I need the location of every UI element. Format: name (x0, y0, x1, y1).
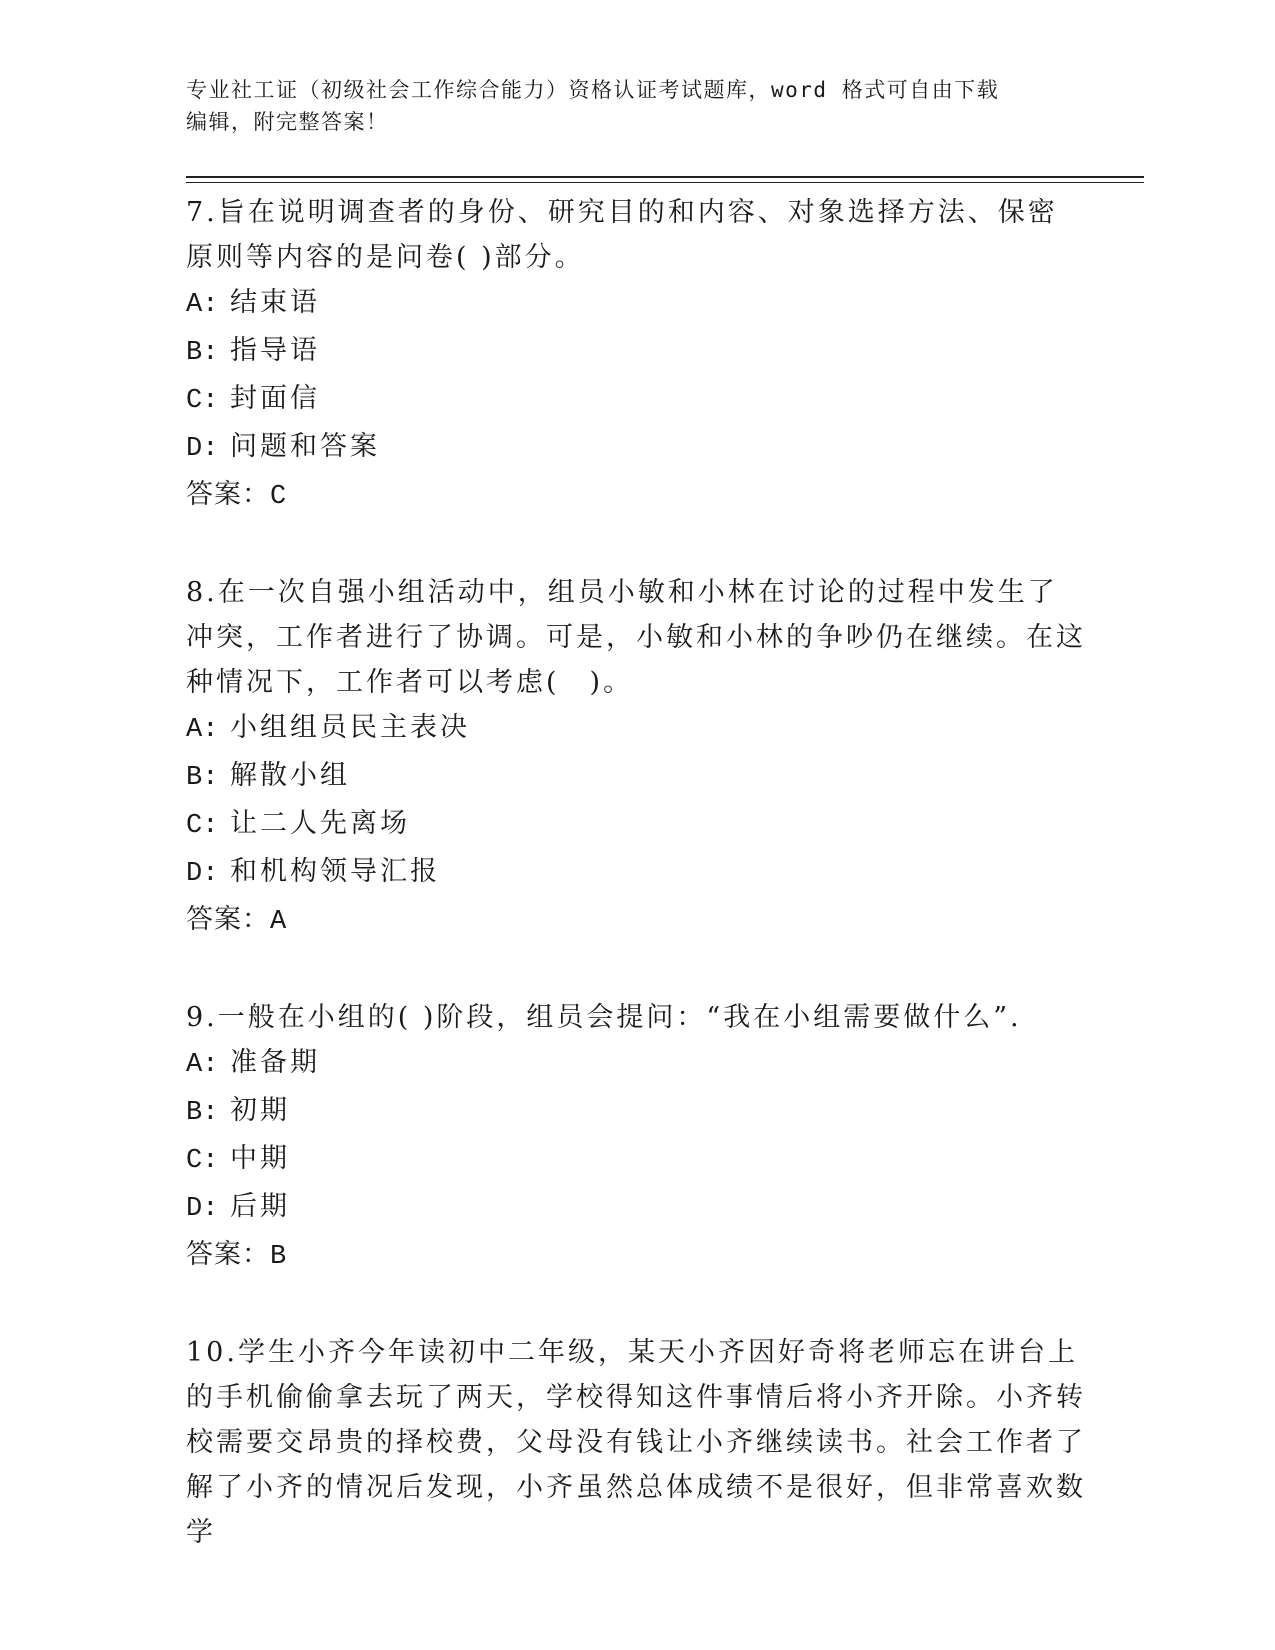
answer-label: 答案： (186, 904, 270, 935)
option-key: B: (186, 338, 219, 368)
option-text: 让二人先离场 (230, 808, 410, 839)
option-text: 和机构领导汇报 (230, 856, 440, 887)
option-key: C: (186, 811, 219, 841)
option-d (186, 849, 1086, 897)
question-text: 7.旨在说明调查者的身份、研究目的和内容、对象选择方法、保密原则等内容的是问卷( )部分。 (186, 197, 1058, 273)
option-text: 后期 (230, 1191, 290, 1222)
question-7 (186, 186, 1086, 520)
answer-value: C (270, 482, 288, 512)
header-line-1: 专业社工证（初级社会工作综合能力）资格认证考试题库，word 格式可自由下载 (186, 78, 1000, 102)
option-b (186, 328, 1086, 376)
option-c (186, 801, 1086, 849)
answer-label: 答案： (186, 479, 270, 510)
option-text: 初期 (230, 1095, 290, 1126)
option-d (186, 424, 1086, 472)
answer-value: B (270, 1242, 288, 1272)
option-key: D: (186, 859, 219, 889)
option-key: A: (186, 715, 219, 745)
option-key: D: (186, 434, 219, 464)
answer-line (186, 1232, 1086, 1280)
question-9 (186, 991, 1086, 1280)
option-key: C: (186, 386, 219, 416)
option-key: D: (186, 1194, 219, 1224)
answer-line (186, 472, 1086, 520)
header-line-2: 编辑，附完整答案！ (186, 110, 389, 134)
option-text: 中期 (230, 1143, 290, 1174)
header-divider-thick (186, 176, 1144, 178)
question-8 (186, 566, 1086, 945)
question-list (186, 186, 1086, 1601)
question-text: 8.在一次自强小组活动中，组员小敏和小林在讨论的过程中发生了冲突，工作者进行了协调。可是，小敏和小林的争吵仍在继续。在这种情况下，工作者可以考虑( )。 (186, 577, 1086, 698)
option-text: 解散小组 (230, 760, 350, 791)
option-key: C: (186, 1146, 219, 1176)
option-text: 小组组员民主表决 (230, 712, 470, 743)
option-c (186, 376, 1086, 424)
option-a (186, 705, 1086, 753)
option-text: 指导语 (230, 335, 320, 366)
option-key: A: (186, 290, 219, 320)
option-key: B: (186, 1098, 219, 1128)
question-text: 10.学生小齐今年读初中二年级，某天小齐因好奇将老师忘在讲台上的手机偷偷拿去玩了两天，学校得知这件事情后将小齐开除。小齐转校需要交昂贵的择校费，父母没有钱让小齐继续读书。社会工作者了解了小齐的情况后发现，小齐虽然总体成绩不是很好，但非常喜欢数学 (186, 1337, 1086, 1548)
question-10 (186, 1326, 1086, 1555)
option-text: 准备期 (230, 1047, 320, 1078)
option-a (186, 1040, 1086, 1088)
option-text: 问题和答案 (230, 431, 380, 462)
option-c (186, 1136, 1086, 1184)
option-b (186, 1088, 1086, 1136)
option-text: 封面信 (230, 383, 320, 414)
option-b (186, 753, 1086, 801)
option-key: B: (186, 763, 219, 793)
document-header (186, 74, 1066, 138)
option-d (186, 1184, 1086, 1232)
question-text: 9.一般在小组的( )阶段，组员会提问：“我在小组需要做什么”. (186, 1002, 1022, 1033)
option-text: 结束语 (230, 287, 320, 318)
header-divider-thin (186, 182, 1144, 183)
option-key: A: (186, 1050, 219, 1080)
option-a (186, 280, 1086, 328)
answer-label: 答案： (186, 1239, 270, 1270)
answer-value: A (270, 907, 288, 937)
answer-line (186, 897, 1086, 945)
